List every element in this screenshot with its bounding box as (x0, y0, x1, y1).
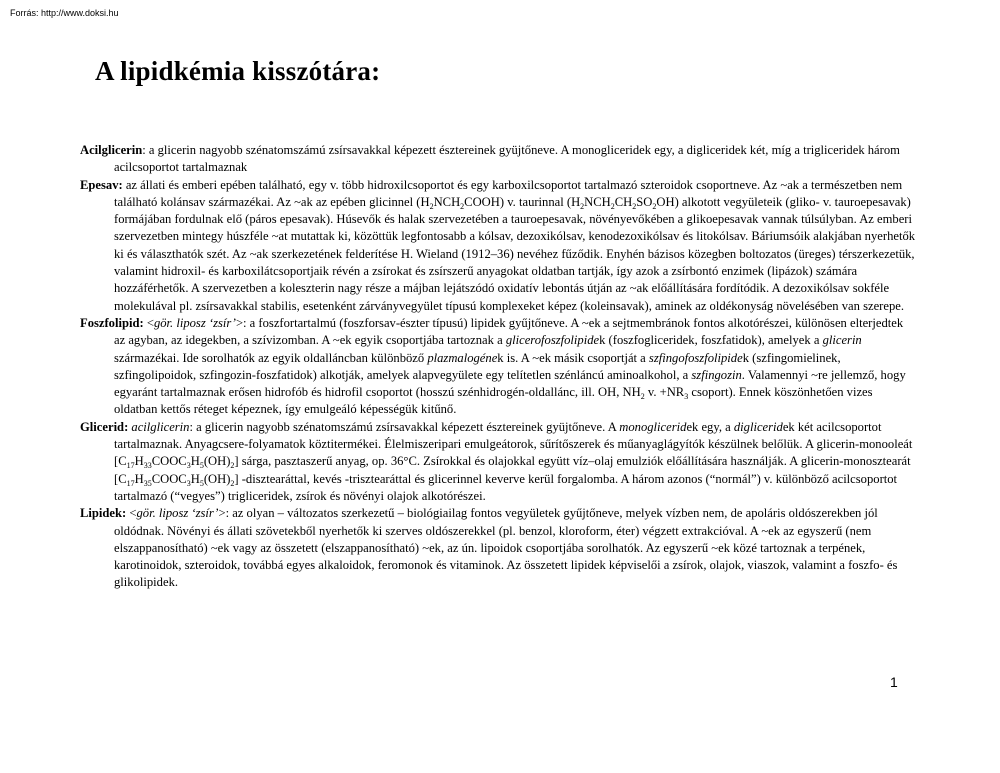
term-glicerid: Glicerid: (80, 419, 129, 434)
entry-foszfolipid (80, 315, 916, 419)
term-epesav: Epesav: (80, 177, 123, 192)
term-foszfolipid: Foszfolipid: (80, 315, 144, 330)
glossary (80, 142, 916, 592)
subscript: 2 (632, 201, 637, 211)
definition-text: k is. A ~ek másik csoportját a (497, 350, 649, 365)
page-title: A lipidkémia kisszótára: (95, 56, 381, 86)
definition-text: származékai. Ide sorolhatók az egyik oldalláncban különböző (114, 350, 428, 365)
subscript: 2 (429, 201, 434, 211)
subscript: 2 (640, 392, 645, 402)
subscript: 2 (610, 201, 615, 211)
definition-text: csoport). Ennek köszönhetően vizes oldatban kettős réteget képeznek, így emulgeáló képességük kitűnő. (114, 385, 873, 417)
definition-text: k (szfingomielinek, szfingolipoidok, szfingozin-foszfatidok) alkotják, amelyek alapvegyülete egy telítetlen szénláncú aminoalkohol, a (114, 350, 841, 382)
subscript: 3 (186, 461, 191, 471)
definition-text: H (190, 454, 200, 469)
definition-text: v. +NR (644, 385, 685, 400)
subscript: 17 (126, 461, 135, 471)
definition-text: >: a foszfortartalmú (foszforsav-észter típusú) lipidek gyűjtőneve. A ~ek a sejtmembránok fontos alkotórészei, különösen elterjedtek az agyban, az idegekben, a szívizomban. A ~ek egyik csoportjába tartoznak a (114, 315, 904, 348)
subscript: 5 (199, 478, 204, 488)
italic-term: szfingozin (691, 367, 742, 382)
definition-text: NCH (433, 194, 461, 209)
subscript: 17 (126, 478, 135, 488)
subscript: 33 (143, 461, 152, 471)
source-note: Forrás: http://www.doksi.hu (10, 8, 119, 18)
subscript: 2 (230, 461, 235, 471)
definition-text: H (134, 454, 144, 469)
entry-lipidek (80, 505, 916, 591)
definition-text: . Valamennyi ~re jellemző, hogy egyaránt tartalmaznak erősen hidrofób és hidrofil csoportot (hosszú szénhidrogén-oldallánc, ill. OH, NH (114, 367, 906, 400)
italic-term: diglicerid (733, 419, 783, 434)
entry-acilglicerin (80, 142, 916, 177)
subscript: 3 (186, 478, 191, 488)
subscript: 35 (143, 478, 152, 488)
subscript: 2 (580, 201, 585, 211)
etymology: gör. liposz ‘zsír’ (153, 315, 236, 330)
definition-text: : a glicerin nagyobb szénatomszámú zsírsavakkal képezett észtereinek gyüjtőneve. A monogliceridek egy, a digliceridek két, míg a trigliceridek három acilcsoportot tartalmaznak (114, 143, 900, 175)
definition-text: OH) alkotott vegyületeik (gliko- v. tauroepesavak) formájában fordulnak elő (páros epesavak). Húsevők és halak szervezetében a tauroepesavak, növényevőkében a glikoepesavak vannak túlsúlyban. Az emberi szervezetben mintegy húszféle ~at mutattak ki, közöttük legfontosabb a kólsav, dezoxikólsav, kenodezoxikólsav és litokólsav. Báriumsóik alakjában nyerhetők ki és választhatók szét. Az ~ak szerkezetének felderítése H. Wieland (1912–36) nevéhez fűződik. Enyhén bázisos közegben boltozatos (üreges) térszerkezetük, valamint hidroxil- és karboxilátcsoportjaik révén a zsírokat és zsírszerű anyagokat oldatban tartják, így azok a zsírbontó enzimek (lipázok) számára hozzáférhetők. A szervezetben a koleszterin nagy része a májban lejátszódó oxidatív lebontás útján az ~ak előállítására fordítódik. A dezoxikólsav sokféle molekulával pl. zsírsavakkal stabilis, esetenként zárványvegyület típusú komplexeket képez (koleinsavak), aminek az oldékonyság növelésében van szerepe. (114, 194, 916, 313)
italic-term: plazmalogéne (427, 350, 498, 365)
definition-text: CH (614, 194, 633, 209)
entry-glicerid (80, 419, 916, 505)
definition-text: k (foszfogliceridek, foszfatidok), amelyek a (599, 333, 823, 348)
definition-text: : a glicerin nagyobb szénatomszámú zsírsavakkal képezett észtereinek gyüjtőneve. A (189, 419, 620, 434)
definition-text: ek két acilcsoportot tartalmaznak. Anyagcsere-folyamatok köztitermékei. Élelmiszeripari emulgeátorok, sűrítőszerek és műanyaglágyítók készülnek belőlük. A glicerin-monooleát [C (114, 419, 913, 469)
term-acilglicerin: Acilglicerin (80, 143, 143, 157)
definition-text: COOC (151, 471, 187, 486)
italic-term: monoglicerid (619, 419, 687, 434)
italic-term: szfingofoszfolipide (648, 350, 743, 365)
definition-text: H (190, 471, 200, 486)
definition-text: az állati és emberi epében található, egy v. több hidroxilcsoportot és egy karboxilcsoportot tartalmazó szteroidok csoportneve. Az ~ak a természetben nem található kolánsav származékai. Az ~ak az epében glicinnel (H (114, 177, 903, 209)
definition-text: ] -disztearáttal, kevés -trisztearáttal és glicerinnel keverve kerül forgalomba. A három azonos (“normál”) v. különböző acilcsoportot tartalmazó (“vegyes”) trigliceridek, zsírok és növényi olajok alkotórészei. (114, 471, 898, 503)
definition-text: >: az olyan – változatos szerkezetű – biológiailag fontos vegyületek gyűjtőneve, melyek vízben nem, de apoláris oldószerekben jól oldódnak. Növényi és állati szövetekből nyerhetők ki szerves oldószerekkel (pl. benzol, kloroform, éter) végzett extrakcióval. A ~ek az egyszerű (nem elszappanosítható) ~ek vagy az összetett (elszappanosítható) ~ek, az ún. lipoidok csoportjába sorolhatók. Az egyszerű ~ek közé tartoznak a terpének, karotinoidok, szteroidok, továbbá egyes alkaloidok, feromonok és vitaminok. Az összetett lipidek képviselői a zsírok, olajok, viaszok, valamint a foszfo- és glikolipidek. (114, 506, 898, 590)
italic-term: acilglicerin (131, 419, 190, 434)
definition-text: COOH) v. taurinnal (H (464, 194, 581, 209)
subscript: 5 (199, 461, 204, 471)
definition-text: < (126, 506, 137, 521)
page-number: 1 (890, 674, 898, 690)
entry-epesav (80, 177, 916, 315)
subscript: 2 (230, 478, 235, 488)
italic-term: glicerin (822, 333, 862, 348)
definition-text: COOC (151, 454, 187, 469)
italic-term: glicerofoszfolipide (505, 333, 600, 348)
term-lipidek: Lipidek: (80, 506, 127, 521)
definition-text: < (143, 315, 154, 330)
definition-text: H (134, 471, 144, 486)
definition-text: ek egy, a (686, 419, 734, 434)
etymology: gör. liposz ‘zsír’ (136, 506, 219, 521)
definition-text: (OH) (203, 454, 231, 469)
definition-text: SO (636, 194, 653, 209)
definition-text: NCH (584, 194, 611, 209)
subscript: 2 (460, 201, 465, 211)
subscript: 3 (684, 392, 689, 402)
subscript: 2 (652, 201, 657, 211)
definition-text: (OH) (203, 471, 231, 486)
definition-text: ] sárga, pasztaszerű anyag, op. 36°C. Zsírokkal és olajokkal együtt víz–olaj emulziók előállítására használják. A glicerin-monosztearát [C (114, 454, 911, 486)
